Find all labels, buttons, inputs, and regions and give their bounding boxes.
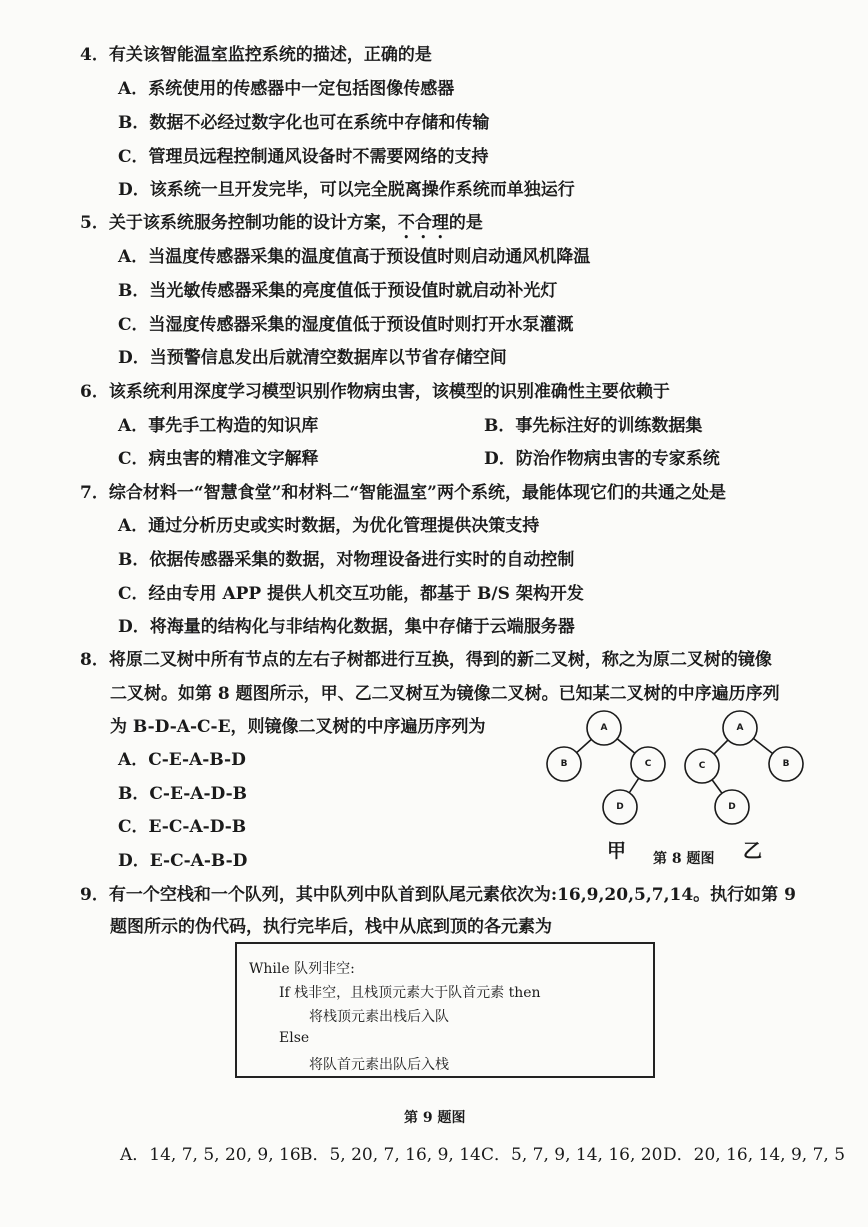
q5-stem-post: 的是 (448, 213, 483, 233)
q9-option-c[interactable]: C．5, 7, 9, 14, 16, 20 (481, 1145, 663, 1165)
node-yi-b-label: B (782, 759, 790, 769)
node-jia-a-label: A (600, 723, 608, 733)
question-8-stem-line1: 8．将原二叉树中所有节点的左右子树都进行互换，得到的新二叉树，称之为原二叉树的镜像 (80, 650, 772, 670)
q4-option-b[interactable]: B．数据不必经过数字化也可在系统中存储和传输 (118, 113, 490, 133)
q4-option-c[interactable]: C．管理员远程控制通风设备时不需要网络的支持 (118, 147, 489, 167)
question-6-stem: 6．该系统利用深度学习模型识别作物病虫害，该模型的识别准确性主要依赖于 (80, 382, 670, 402)
figure-8-trees (538, 706, 808, 836)
question-9-stem-line2: 题图所示的伪代码，执行完毕后，栈中从底到顶的各元素为 (110, 917, 552, 937)
pseudocode-box (235, 942, 655, 1078)
tree-yi-label: 乙 (743, 840, 763, 862)
q5-option-d[interactable]: D．当预警信息发出后就清空数据库以节省存储空间 (118, 348, 507, 368)
question-4-stem: 4．有关该智能温室监控系统的描述，正确的是 (80, 45, 432, 65)
code-line-else: Else (279, 1030, 310, 1046)
question-8-stem-line2: 二叉树。如第 8 题图所示，甲、乙二叉树互为镜像二叉树。已知某二叉树的中序遍历序列 (110, 684, 780, 704)
code-line-if: If 栈非空，且栈顶元素大于队首元素 then (279, 985, 541, 1001)
q5-stem-pre: 5．关于该系统服务控制功能的设计方案， (80, 213, 398, 233)
node-yi-c-label: C (698, 761, 706, 771)
node-jia-d-label: D (616, 802, 624, 812)
q4-option-d[interactable]: D．该系统一旦开发完毕，可以完全脱离操作系统而单独运行 (118, 180, 575, 200)
q8-option-b[interactable]: B．C-E-A-D-B (118, 784, 248, 804)
q5-option-c[interactable]: C．当湿度传感器采集的湿度值低于预设值时则打开水泵灌溉 (118, 315, 574, 335)
code-line-pop-stack: 将栈顶元素出栈后入队 (309, 1009, 449, 1025)
q5-option-a[interactable]: A．当温度传感器采集的温度值高于预设值时则启动通风机降温 (118, 247, 591, 267)
q6-option-a[interactable]: A．事先手工构造的知识库 (118, 416, 319, 436)
q5-option-b[interactable]: B．当光敏传感器采集的亮度值低于预设值时就启动补光灯 (118, 281, 558, 301)
node-jia-b-label: B (560, 759, 568, 769)
q8-option-c[interactable]: C．E-C-A-D-B (118, 817, 247, 837)
question-7-stem: 7．综合材料一“智慧食堂”和材料二“智能温室”两个系统，最能体现它们的共通之处是 (80, 483, 726, 503)
q7-option-d[interactable]: D．将海量的结构化与非结构化数据，集中存储于云端服务器 (118, 617, 575, 637)
q8-option-d[interactable]: D．E-C-A-B-D (118, 851, 248, 871)
q8-option-a[interactable]: A．C-E-A-B-D (118, 750, 246, 770)
node-yi-d-label: D (728, 802, 736, 812)
figure-8-caption: 第 8 题图 (653, 851, 715, 867)
code-line-dequeue: 将队首元素出队后入栈 (309, 1057, 449, 1073)
tree-jia-label: 甲 (607, 840, 627, 862)
q9-option-d[interactable]: D．20, 16, 14, 9, 7, 5 (663, 1145, 846, 1165)
figure-9-caption: 第 9 题图 (404, 1110, 466, 1126)
q9-option-b[interactable]: B．5, 20, 7, 16, 9, 14 (300, 1145, 481, 1165)
code-line-while: While 队列非空: (249, 961, 355, 977)
question-9-stem-line1: 9．有一个空栈和一个队列，其中队列中队首到队尾元素依次为:16,9,20,5,7,14。执行如第 9 (80, 885, 796, 905)
node-yi-a-label: A (736, 723, 744, 733)
q6-option-d[interactable]: D．防治作物病虫害的专家系统 (484, 449, 720, 469)
node-jia-c-label: C (644, 759, 652, 769)
q9-option-a[interactable]: A．14, 7, 5, 20, 9, 16 (120, 1145, 301, 1165)
q5-stem-emphasis: 不合理 (397, 213, 449, 233)
question-5-stem (80, 208, 483, 243)
q4-option-a[interactable]: A．系统使用的传感器中一定包括图像传感器 (118, 79, 455, 99)
q7-option-a[interactable]: A．通过分析历史或实时数据，为优化管理提供决策支持 (118, 516, 540, 536)
q7-option-c[interactable]: C．经由专用 APP 提供人机交互功能，都基于 B/S 架构开发 (118, 584, 584, 604)
q6-option-b[interactable]: B．事先标注好的训练数据集 (484, 416, 703, 436)
q6-option-c[interactable]: C．病虫害的精准文字解释 (118, 449, 319, 469)
question-8-stem-line3: 为 B-D-A-C-E，则镜像二叉树的中序遍历序列为 (110, 717, 486, 737)
q7-option-b[interactable]: B．依据传感器采集的数据，对物理设备进行实时的自动控制 (118, 550, 575, 570)
